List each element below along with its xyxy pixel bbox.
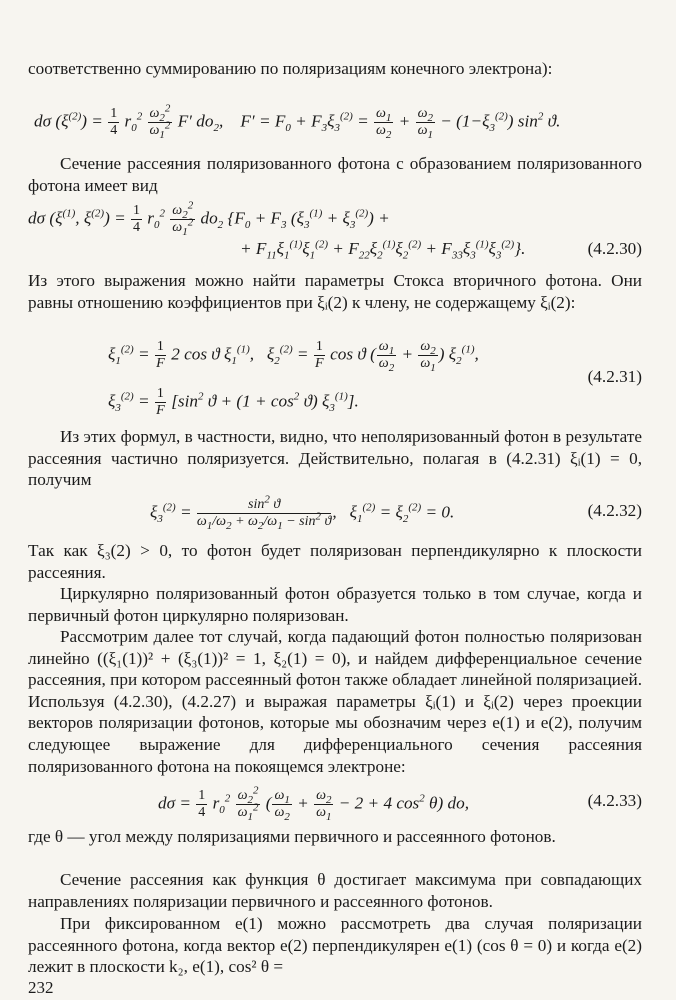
page-number: 232 [28,978,54,997]
paragraph-angle: где θ — угол между поляризациями первичного и рассеянного фотонов. [28,827,556,846]
equation-cross-section-unpolarized: dσ $(\xi^{(2)})$ = $\frac{1}{4}$ $r_0^2$ $\frac{\omega_2^2}{\omega_1^2}$ F′ $do_2$, $F' = F_0 + F_3\xi_3^{(2)}$ = $\frac{\omega_1}{\omega_2}$ + $\frac{\omega_2}{\omega_1}$ − $(1-\xi_3^{(2)})$ $\sin^2 ϑ$. [34,102,561,141]
paragraph-linear: Рассмотрим далее тот случай, когда падающий фотон полностью поляризован линейно ((ξ₁(1))² + (ξ₃(1))² = 1, ξ₂(1) = 0), и найдем дифференциальное сечение рассеяния, при котором рассеянный фотон также обладает линейной поляризацией. Используя (4.2.30), (4.2.27) и выражая параметры ξᵢ(1) и ξᵢ(2) через проекции векторов поляризации фотонов, которые мы обозначим через e(1) и e(2), получим следующее выражение для дифференциального сечения рассеяния поляризованного фотона на покоящемся электроне: [28,627,642,776]
equation-4-2-32: $\xi_3^{(2)}$ = $\frac{\sin^2 ϑ}{\omega_1/\omega_2 + \omega_2/\omega_1 - \sin^2 ϑ}$ , $\xi_1^{(2)} = \xi_2^{(2)} = 0$. [150,493,455,532]
paragraph-intro: соответственно суммированию по поляризациям конечного электрона): [28,59,553,78]
equation-4-2-30-line1: dσ ($\xi^{(1)}$, $\xi^{(2)}$) = $\frac{1}{4}$ $r_0^2$ $\frac{\omega_2^2}{\omega_1^2}$ $do_2$ {$F_0 + F_3$ $(\xi_3^{(1)} + \xi_3^{(2)})$ + [28,199,390,238]
equation-4-2-30-line2: + $F_{11}\xi_1^{(1)}\xi_1^{(2)} + F_{22}\xi_2^{(1)}\xi_2^{(2)} + F_{33}\xi_3^{(1)}\xi_3^{(2)}$}. [240,238,526,262]
equation-number: (4.2.31) [587,367,642,386]
paragraph-polarized-section: Сечение рассеяния поляризованного фотона с образованием поляризованного фотона имеет вид [28,154,642,195]
equation-number: (4.2.32) [587,501,642,520]
equation-4-2-33: dσ = $\frac{1}{4}$ $r_0^2$ $\frac{\omega_2^2}{\omega_1^2}$ ( $\frac{\omega_1}{\omega_2}$ + $\frac{\omega_2}{\omega_1}$ − 2 + 4 $\cos^2 \theta$) do, [158,784,469,823]
paragraph-circular: Циркулярно поляризованный фотон образуется только в том случае, когда и первичный фотон циркулярно поляризован. [28,584,642,625]
paragraph-stokes: Из этого выражения можно найти параметры Стокса вторичного фотона. Они равны отношению коэффициентов при ξᵢ(2) к члену, не содержащему ξᵢ(2): [28,271,642,312]
equation-4-2-31-line2: $\xi_3^{(2)}$ = $\frac{1}{F}$ [$\sin^2$ $ϑ + (1 + \cos^2 ϑ)$ $\xi_3^{(1)}$]. [108,386,359,418]
equation-number: (4.2.30) [587,239,642,258]
paragraph-fixed-e1: При фиксированном e(1) можно рассмотреть два случая поляризации рассеянного фотона, когда вектор e(2) перпендикулярен e(1) (cos θ = 0) и когда e(2) лежит в плоскости k₂, e(1), cos² θ = [28,914,642,977]
equation-number: (4.2.33) [587,791,642,810]
paragraph-maximum: Сечение рассеяния как функция θ достигает максимума при совпадающих направлениях поляризации первичного и рассеянного фотонов. [28,870,642,911]
equation-4-2-31-line1: $\xi_1^{(2)}$ = $\frac{1}{F}$ 2 cos ϑ $\xi_1^{(1)}$, $\xi_2^{(2)}$ = $\frac{1}{F}$ cos ϑ ( $\frac{\omega_1}{\omega_2}$ + $\frac{\omega_2}{\omega_1}$ ) $\xi_2^{(1)}$, [108,339,479,374]
paragraph-unpolarized: Из этих формул, в частности, видно, что неполяризованный фотон в результате рассеяния частично поляризуется. Действительно, полагая в (4.2.31) ξᵢ(1) = 0, получим [28,427,642,490]
paragraph-perpendicular: Так как ξ₃(2) > 0, то фотон будет поляризован перпендикулярно к плоскости рассеяния. [28,541,642,582]
